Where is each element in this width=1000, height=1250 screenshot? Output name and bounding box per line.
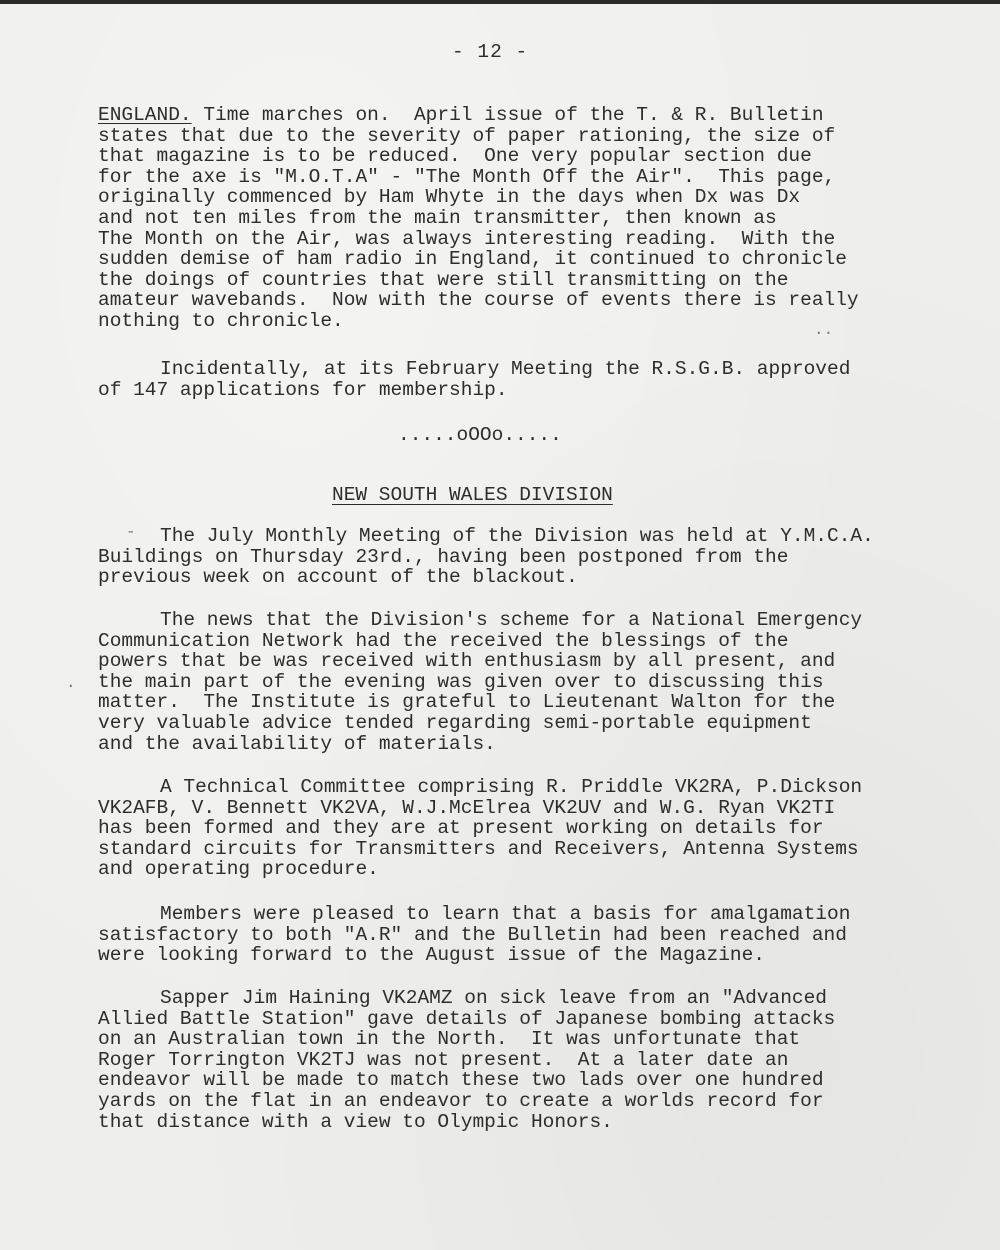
p2-line-6: and the availability of materials.	[98, 732, 496, 755]
nsw-paragraph-4	[98, 904, 928, 966]
england-line-3: for the axe is "M.O.T.A" - "The Month Off the Air". This page,	[98, 165, 836, 188]
p2-line-4: matter. The Institute is grateful to Lieutenant Walton for the	[98, 691, 836, 714]
stray-mark: ..	[814, 321, 834, 339]
p2-line-1: Communication Network had the received the blessings of the	[98, 629, 789, 652]
p5-line-6: that distance with a view to Olympic Honors.	[98, 1110, 613, 1133]
p5-line-0: Sapper Jim Haining VK2AMZ on sick leave from an "Advanced	[160, 987, 828, 1009]
england-line-5: and not ten miles from the main transmitter, then known as	[98, 206, 777, 229]
rsgb-line-0: Incidentally, at its February Meeting the R.S.G.B. approved	[160, 358, 851, 380]
nsw-division-heading: NEW SOUTH WALES DIVISION	[332, 484, 613, 506]
england-line-9: amateur wavebands. Now with the course of events there is really	[98, 289, 859, 312]
p2-line-2: powers that be was received with enthusiasm by all present, and	[98, 650, 836, 673]
nsw-paragraph-1	[98, 526, 928, 588]
p3-line-1: VK2AFB, V. Bennett VK2VA, W.J.McElrea VK2UV and W.G. Ryan VK2TI	[98, 796, 836, 819]
stray-mark: ·	[66, 677, 76, 695]
page-number: - 12 -	[452, 41, 529, 63]
p5-line-4: endeavor will be made to match these two lads over one hundred	[98, 1069, 824, 1092]
p5-line-1: Allied Battle Station" gave details of Japanese bombing attacks	[98, 1007, 836, 1030]
section-separator: .....oOOo.....	[398, 424, 562, 446]
p5-line-5: yards on the flat in an endeavor to create a worlds record for	[98, 1089, 824, 1112]
nsw-paragraph-2	[98, 610, 928, 754]
england-line-0: ENGLAND. Time marches on. April issue of the T. & R. Bulletin	[98, 104, 824, 126]
p3-line-0: A Technical Committee comprising R. Priddle VK2RA, P.Dickson	[160, 776, 863, 798]
p1-line-0: The July Monthly Meeting of the Division was held at Y.M.C.A.	[160, 525, 874, 547]
p2-line-0: The news that the Division's scheme for a National Emergency	[160, 609, 863, 631]
p3-line-2: has been formed and they are at present working on details for	[98, 817, 824, 840]
england-line-2: that magazine is to be reduced. One very popular section due	[98, 145, 812, 168]
p5-line-2: on an Australian town in the North. It was unfortunate that	[98, 1028, 801, 1051]
p4-line-1: satisfactory to both "A.R" and the Bulletin had been reached and	[98, 923, 847, 946]
p3-line-3: standard circuits for Transmitters and Receivers, Antenna Systems	[98, 837, 859, 860]
england-line-4: originally commenced by Ham Whyte in the days when Dx was Dx	[98, 186, 801, 209]
p2-line-3: the main part of the evening was given over to discussing this	[98, 670, 824, 693]
p3-line-4: and operating procedure.	[98, 858, 379, 881]
nsw-paragraph-3	[98, 777, 928, 880]
p5-line-3: Roger Torrington VK2TJ was not present. At a later date an	[98, 1048, 789, 1071]
england-paragraph	[98, 105, 928, 332]
england-line-6: The Month on the Air, was always interesting reading. With the	[98, 227, 836, 250]
stray-mark: -	[126, 523, 136, 541]
england-line-7: sudden demise of ham radio in England, it continued to chronicle	[98, 248, 847, 271]
p4-line-0: Members were pleased to learn that a basis for amalgamation	[160, 903, 851, 925]
england-line-8: the doings of countries that were still transmitting on the	[98, 268, 789, 291]
nsw-paragraph-5	[98, 988, 928, 1132]
rsgb-line-1: of 147 applications for membership.	[98, 378, 508, 401]
england-heading: ENGLAND.	[98, 104, 192, 126]
rsgb-paragraph	[98, 359, 928, 400]
england-line-1: states that due to the severity of paper rationing, the size of	[98, 124, 836, 147]
p4-line-2: were looking forward to the August issue of the Magazine.	[98, 944, 766, 967]
england-line-10: nothing to chronicle.	[98, 309, 344, 332]
p1-line-1: Buildings on Thursday 23rd., having been postponed from the	[98, 545, 789, 568]
p2-line-5: very valuable advice tended regarding semi-portable equipment	[98, 711, 812, 734]
p1-line-2: previous week on account of the blackout.	[98, 566, 578, 589]
